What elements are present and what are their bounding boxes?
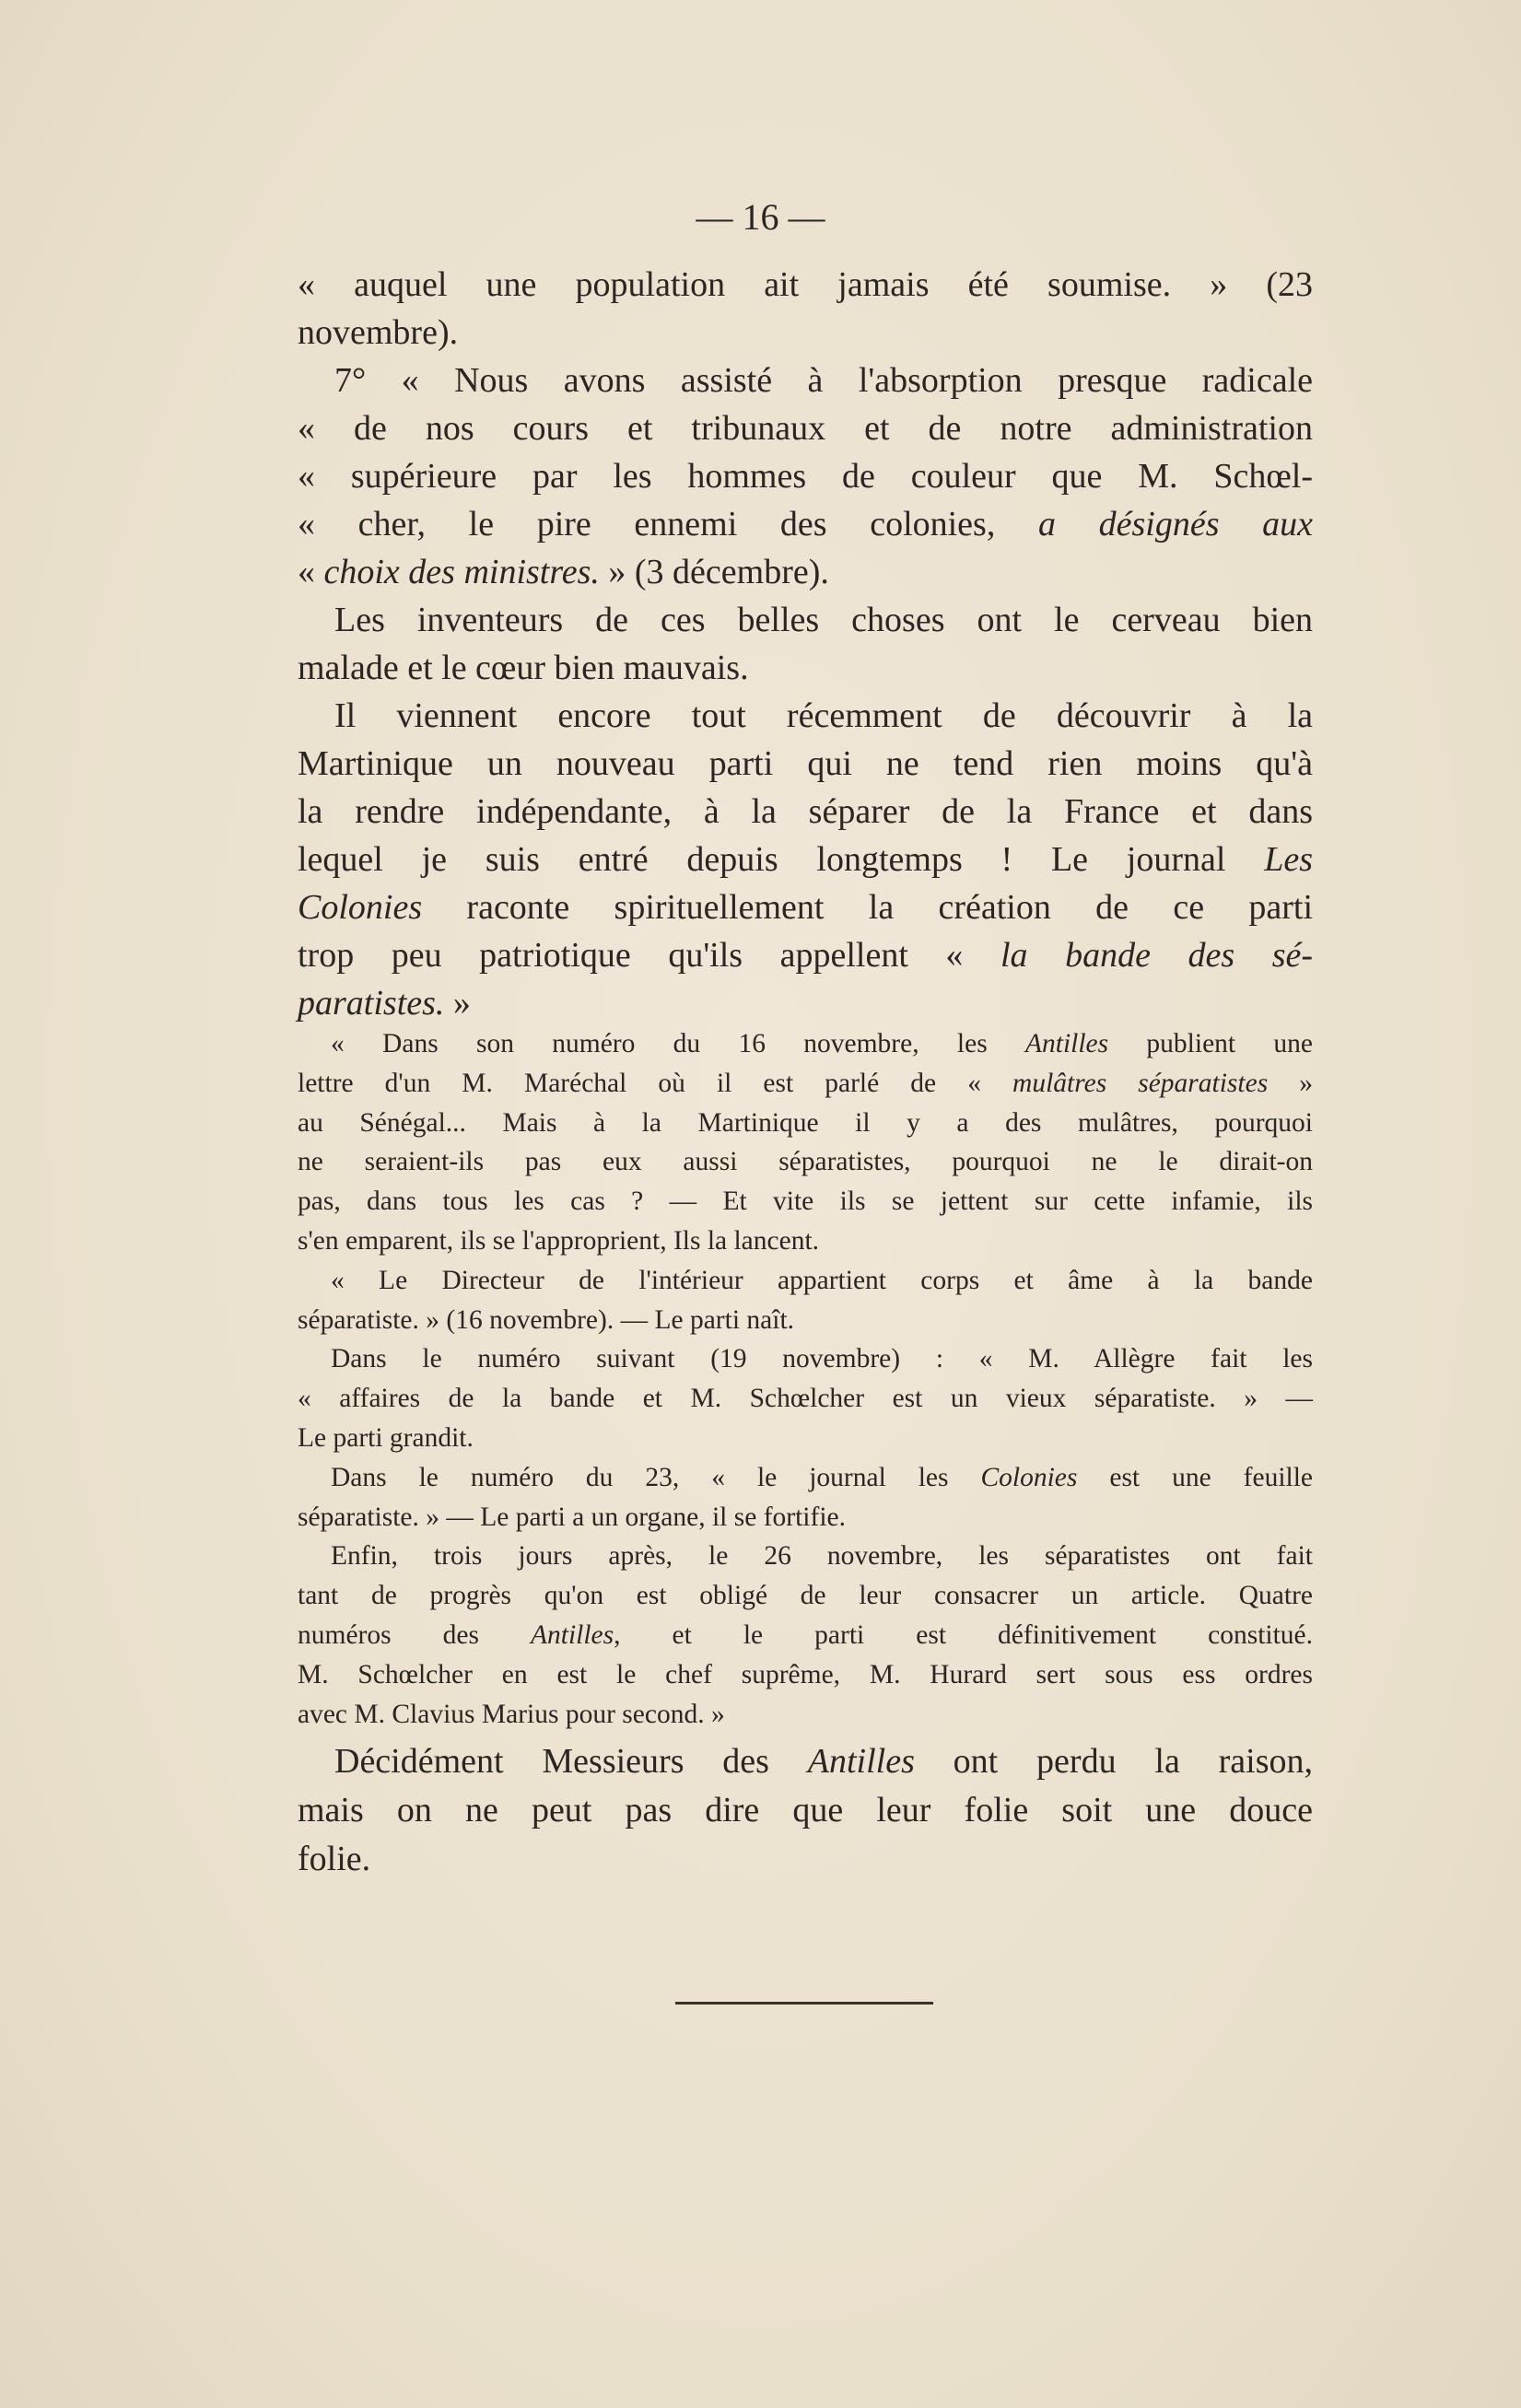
text-line — [298, 1379, 1313, 1419]
text-line — [298, 1737, 1313, 1786]
text-line — [298, 452, 1313, 500]
text-line — [298, 836, 1313, 883]
text-line — [298, 309, 1313, 357]
italic-text-segment: a désignés aux — [1037, 505, 1313, 544]
text-line — [298, 1786, 1313, 1835]
text-segment: » (3 décembre). — [599, 553, 829, 591]
text-segment: Enfin, trois jours après, le 26 novembre, les séparatistes ont fait — [331, 1541, 1313, 1572]
text-segment: est une feuille — [1077, 1462, 1314, 1492]
text-line — [298, 1261, 1313, 1301]
text-line — [298, 1064, 1313, 1104]
text-segment: Dans le numéro suivant (19 novembre) : « M. Allègre fait les — [331, 1344, 1313, 1374]
italic-text-segment: choix des ministres. — [323, 553, 600, 591]
text-line — [298, 692, 1313, 740]
text-line — [298, 1222, 1313, 1261]
text-segment: , et le parti est définitivement constitué. — [614, 1619, 1313, 1650]
text-segment: Martinique un nouveau parti qui ne tend rien moins qu'à — [298, 744, 1313, 783]
italic-text-segment: Colonies — [298, 888, 423, 927]
italic-text-segment: la bande des sé- — [1000, 936, 1314, 975]
text-line — [298, 1142, 1313, 1182]
text-line — [298, 740, 1313, 788]
text-segment: Il viennent encore tout récemment de découvrir à la — [334, 696, 1313, 735]
text-line — [298, 1616, 1313, 1655]
text-segment: mais on ne peut pas dire que leur folie soit une douce — [298, 1791, 1313, 1829]
body-text-closing — [298, 1737, 1313, 1884]
italic-text-segment: paratistes. — [298, 984, 445, 1023]
text-segment: publient une — [1108, 1029, 1314, 1058]
text-line — [298, 644, 1313, 692]
text-line — [298, 1301, 1313, 1340]
text-segment: Les inventeurs de ces belles choses ont le cerveau bien — [334, 601, 1313, 639]
text-line — [298, 404, 1313, 452]
text-segment: « — [298, 553, 324, 591]
text-line — [298, 261, 1313, 309]
text-line — [298, 1537, 1313, 1576]
text-segment: « auquel une population ait jamais été soumise. » (23 — [298, 265, 1313, 304]
text-segment: la rendre indépendante, à la séparer de la France et dans — [298, 792, 1313, 831]
text-segment: Dans le numéro du 23, « le journal les — [331, 1462, 981, 1492]
italic-text-segment: mulâtres séparatistes — [1012, 1068, 1269, 1098]
text-line — [298, 1576, 1313, 1616]
text-segment: raconte spirituellement la création de ce parti — [422, 888, 1313, 927]
text-segment: novembre). — [298, 313, 459, 352]
text-line — [298, 788, 1313, 836]
text-line — [298, 1182, 1313, 1222]
italic-text-segment: Colonies — [980, 1462, 1078, 1492]
text-segment: pas, dans tous les cas ? — Et vite ils se jettent sur cette infamie, ils — [298, 1186, 1313, 1217]
text-segment: » — [444, 984, 471, 1023]
text-segment: folie. — [298, 1840, 371, 1878]
italic-text-segment: Les — [1264, 840, 1313, 879]
text-segment: malade et le cœur bien mauvais. — [298, 649, 749, 687]
text-segment: Décidément Messieurs des — [334, 1742, 808, 1781]
text-segment: Le parti grandit. — [298, 1422, 474, 1453]
text-line — [298, 1458, 1313, 1498]
text-segment: ont perdu la raison, — [914, 1742, 1313, 1781]
text-segment: numéros des — [298, 1619, 531, 1650]
text-line — [298, 979, 1313, 1027]
text-line — [298, 357, 1313, 404]
text-segment: ne seraient-ils pas eux aussi séparatistes, pourquoi ne le dirait-on — [298, 1147, 1313, 1177]
text-segment: trop peu patriotique qu'ils appellent « — [298, 936, 1000, 975]
italic-text-segment: Antilles — [807, 1742, 915, 1781]
text-line — [298, 883, 1313, 931]
text-segment: « Le Directeur de l'intérieur appartient corps et âme à la bande — [331, 1265, 1313, 1295]
end-rule-divider — [675, 2002, 933, 2005]
page-number: — 16 — — [696, 196, 825, 238]
text-segment: « cher, le pire ennemi des colonies, — [298, 505, 1038, 544]
text-segment: tant de progrès qu'on est obligé de leur consacrer un article. Quatre — [298, 1581, 1313, 1611]
text-segment: « affaires de la bande et M. Schœlcher est un vieux séparatiste. » — — [298, 1384, 1313, 1414]
text-line — [298, 596, 1313, 644]
quoted-extract-small-type — [298, 1024, 1313, 1734]
text-segment: s'en emparent, ils se l'approprient, Ils la lancent. — [298, 1225, 820, 1256]
text-segment: M. Schœlcher en est le chef suprême, M. Hurard sert sous ess ordres — [298, 1659, 1313, 1689]
text-segment: 7° « Nous avons assisté à l'absorption presque radicale — [334, 361, 1313, 400]
text-line — [298, 1339, 1313, 1379]
text-segment: séparatiste. » — Le parti a un organe, il se fortifie. — [298, 1502, 846, 1532]
text-segment: « de nos cours et tribunaux et de notre administration — [298, 409, 1313, 448]
text-segment: » — [1268, 1068, 1314, 1098]
text-line — [298, 1419, 1313, 1458]
italic-text-segment: Antilles — [530, 1619, 614, 1650]
text-segment: lettre d'un M. Maréchal où il est parlé de « — [298, 1068, 1013, 1098]
body-text-upper — [298, 261, 1313, 1027]
text-segment: au Sénégal... Mais à la Martinique il y a des mulâtres, pourquoi — [298, 1107, 1313, 1138]
text-line — [298, 931, 1313, 979]
text-segment: « Dans son numéro du 16 novembre, les — [331, 1029, 1025, 1058]
text-segment: séparatiste. » (16 novembre). — Le parti naît. — [298, 1304, 795, 1335]
text-segment: avec M. Clavius Marius pour second. » — [298, 1699, 725, 1729]
text-line — [298, 1655, 1313, 1695]
text-line — [298, 1024, 1313, 1064]
text-segment: lequel je suis entré depuis longtemps ! Le journal — [298, 840, 1265, 879]
italic-text-segment: Antilles — [1024, 1029, 1109, 1058]
text-line — [298, 548, 1313, 596]
text-line — [298, 1104, 1313, 1143]
text-line — [298, 1695, 1313, 1735]
text-line — [298, 1498, 1313, 1537]
text-segment: « supérieure par les hommes de couleur que M. Schœl- — [298, 457, 1313, 496]
text-line — [298, 1835, 1313, 1884]
text-line — [298, 500, 1313, 548]
